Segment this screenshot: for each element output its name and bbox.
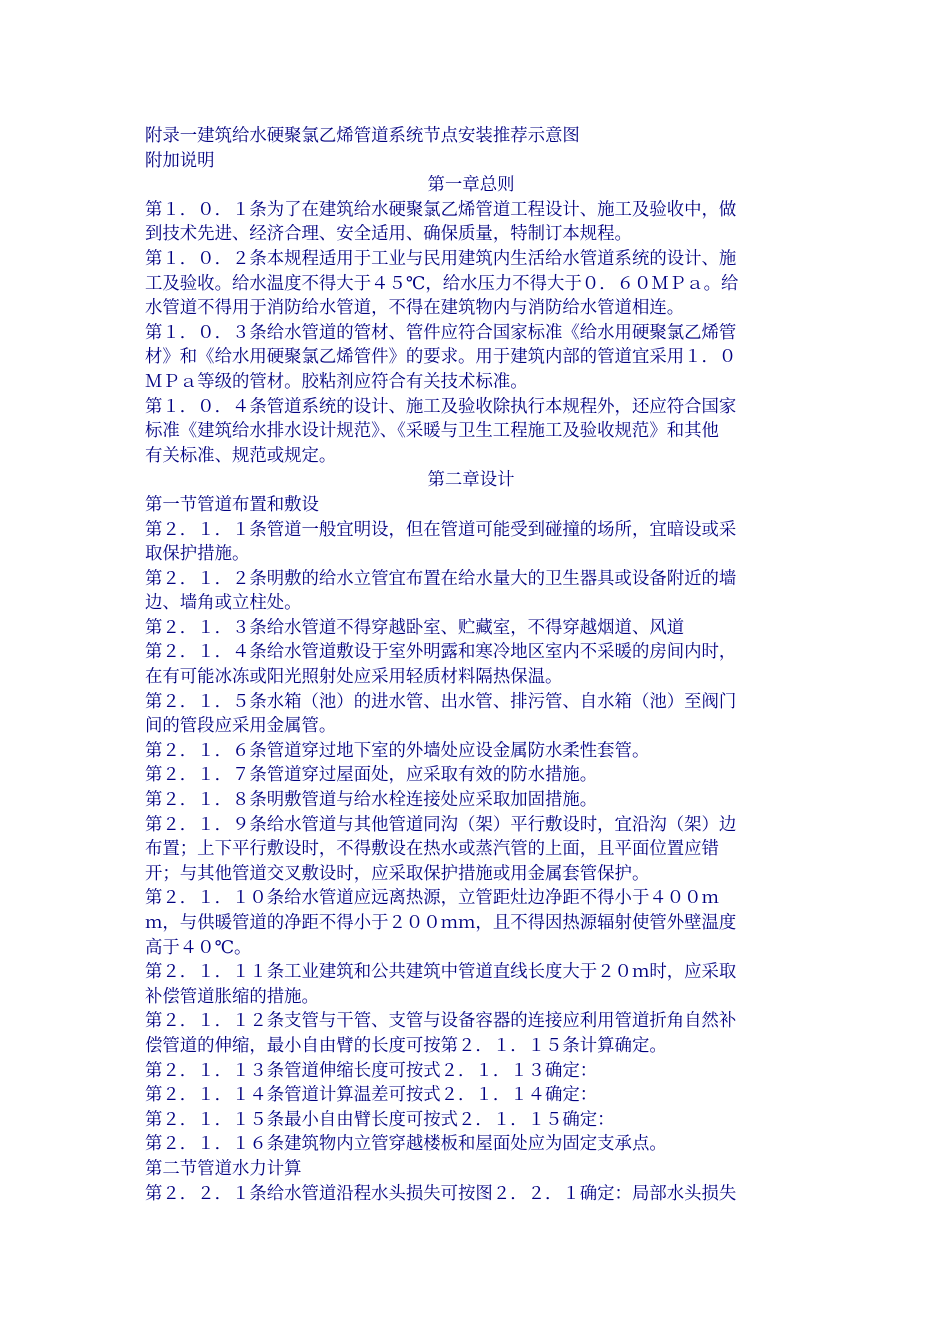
text-line: 第２．１．５条水箱（池）的进水管、出水管、排污管、自水箱（池）至阀门 [145,691,737,712]
text-line: 第一节管道布置和敷设 [145,494,319,515]
text-line: 第２．１．１４条管道计算温差可按式２．１．１４确定： [145,1085,598,1106]
text-line: 补偿管道胀缩的措施。 [145,986,319,1007]
text-line: 第２．１．１３条管道伸缩长度可按式２．１．１３确定： [145,1060,598,1081]
text-line: 第２．１．４条给水管道敷设于室外明露和寒冷地区室内不采暖的房间内时， [145,642,737,663]
text-line: 偿管道的伸缩，最小自由臂的长度可按第２．１．１５条计算确定。 [145,1035,667,1056]
text-line: 取保护措施。 [145,544,250,565]
chapter-heading: 第一章总则 [427,175,515,196]
text-line: 第２．２．１条给水管道沿程水头损失可按图２．２．１确定：局部水头损失 [145,1183,737,1204]
text-line: 边、墙角或立柱处。 [145,593,302,614]
text-line: 第２．１．６条管道穿过地下室的外墙处应设金属防水柔性套管。 [145,740,650,761]
text-line: 间的管段应采用金属管。 [145,716,337,737]
text-line: 第２．１．２条明敷的给水立管宜布置在给水量大的卫生器具或设备附近的墙 [145,568,737,589]
text-line: 有关标准、规范或规定。 [145,445,337,466]
text-line: 第２．１．１条管道一般宜明设，但在管道可能受到碰撞的场所，宜暗设或采 [145,519,737,540]
chapter-heading: 第二章设计 [427,470,515,491]
text-line: 第２．１．１１条工业建筑和公共建筑中管道直线长度大于２０ｍ时，应采取 [145,962,737,983]
text-line: 材》和《给水用硬聚氯乙烯管件》的要求。用于建筑内部的管道宜采用１．０ [145,347,737,368]
text-line: 第２．１．１０条给水管道应远离热源，立管距灶边净距不得小于４００ｍ [145,888,719,909]
text-line: 第１．０．４条管道系统的设计、施工及验收除执行本规程外，还应符合国家 [145,396,737,417]
text-line: 开；与其他管道交叉敷设时，应采取保护措施或用金属套管保护。 [145,863,650,884]
text-line: 第２．１．８条明敷管道与给水栓连接处应采取加固措施。 [145,790,598,811]
text-line: 水管道不得用于消防给水管道，不得在建筑物内与消防给水管道相连。 [145,298,685,319]
text-line: 第１．０．２条本规程适用于工业与民用建筑内生活给水管道系统的设计、施 [145,248,737,269]
text-line: 第２．１．７条管道穿过屋面处，应采取有效的防水措施。 [145,765,598,786]
text-line: 标准《建筑给水排水设计规范》、《采暖与卫生工程施工及验收规范》和其他 [145,421,719,442]
text-line: 第２．１．９条给水管道与其他管道同沟（架）平行敷设时，宜沿沟（架）边 [145,814,737,835]
text-line: 第２．１．１６条建筑物内立管穿越楼板和屋面处应为固定支承点。 [145,1134,667,1155]
text-line: 高于４０℃。 [145,937,252,958]
text-line: 布置；上下平行敷设时，不得敷设在热水或蒸汽管的上面，且平面位置应错 [145,839,719,860]
text-line: 第２．１．１５条最小自由臂长度可按式２．１．１５确定： [145,1109,615,1130]
text-line: 第１．０．３条给水管道的管材、管件应符合国家标准《给水用硬聚氯乙烯管 [145,322,737,343]
document-page [145,124,797,1206]
text-line: ｍ，与供暖管道的净距不得小于２００ｍｍ，且不得因热源辐射使管外壁温度 [145,913,737,933]
text-line: 附加说明 [145,150,215,171]
text-line: ＭＰａ等级的管材。胶粘剂应符合有关技术标准。 [145,371,528,392]
text-line: 第２．１．１２条支管与干管、支管与设备容器的连接应利用管道折角自然补 [145,1011,737,1032]
text-line: 到技术先进、经济合理、安全适用、确保质量，特制订本规程。 [145,224,632,245]
text-line: 第２．１．３条给水管道不得穿越卧室、贮藏室，不得穿越烟道、风道 [145,617,685,638]
text-line: 附录一建筑给水硬聚氯乙烯管道系统节点安装推荐示意图 [145,126,580,146]
text-line: 在有可能冰冻或阳光照射处应采用轻质材料隔热保温。 [145,667,563,688]
text-line: 工及验收。给水温度不得大于４５℃，给水压力不得大于０．６０ＭＰａ。给 [145,273,739,294]
text-line: 第二节管道水力计算 [145,1158,302,1179]
text-line: 第１．０．１条为了在建筑给水硬聚氯乙烯管道工程设计、施工及验收中，做 [145,199,737,220]
